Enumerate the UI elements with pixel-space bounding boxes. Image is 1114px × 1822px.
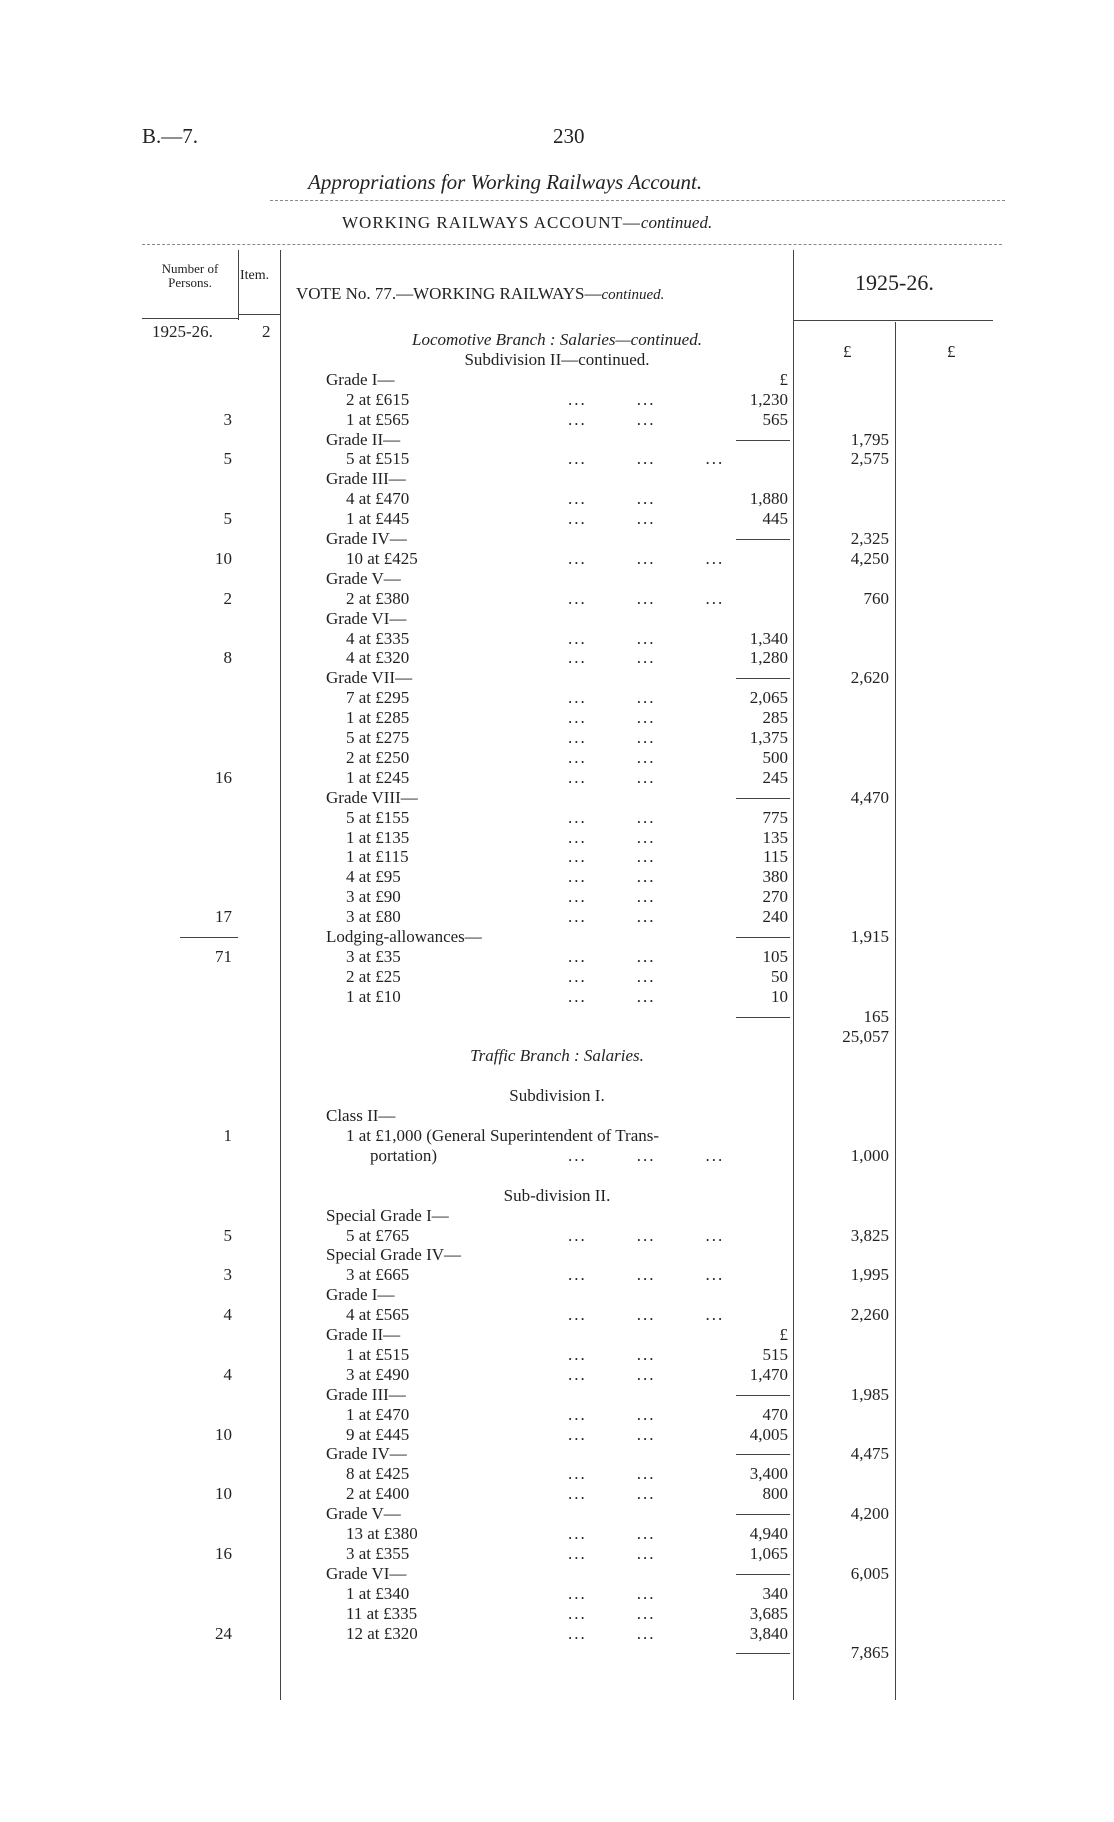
leader-dots: ... ...: [568, 1344, 656, 1364]
group-total: 6,005: [850, 1563, 889, 1583]
row-description: 4 at £565: [346, 1305, 410, 1325]
row-description: Grade VIII—: [326, 787, 418, 807]
table-row: [0, 648, 1114, 668]
row-description: 5 at £515: [346, 449, 410, 469]
line-amount: 245: [762, 767, 788, 787]
table-row: [0, 847, 1114, 867]
table-row: [0, 1146, 1114, 1166]
leader-dots: ... ...: [568, 648, 656, 668]
line-amount: 285: [762, 708, 788, 728]
leader-dots: ... ...: [568, 1404, 656, 1424]
table-row: [0, 1405, 1114, 1425]
leader-dots: ... ...: [568, 728, 656, 747]
row-description: Grade I—: [326, 1285, 395, 1305]
table-row: [0, 1643, 1114, 1663]
leader-dots: ... ...: [568, 887, 656, 907]
table-row: [0, 1544, 1114, 1564]
line-amount: 50: [771, 966, 788, 986]
line-amount: 445: [762, 509, 788, 529]
persons-count: 4: [223, 1364, 232, 1384]
row-description: Grade VI—: [326, 1563, 407, 1583]
column-divider: [238, 250, 239, 320]
table-row: [0, 449, 1114, 469]
persons-total-rule: [180, 937, 238, 938]
persons-count: 3: [223, 1265, 232, 1285]
table-row: [0, 1564, 1114, 1584]
table-row: [0, 1504, 1114, 1524]
table-row: [0, 967, 1114, 987]
subtotal-rule: [736, 1017, 790, 1018]
row-description: Subdivision II—continued.: [464, 349, 650, 369]
group-total: 1,915: [850, 927, 889, 946]
column-header-year: 1925-26.: [855, 270, 934, 295]
row-description: 3 at £665: [346, 1265, 410, 1285]
table-row: [0, 728, 1114, 748]
row-description: 1 at £470: [346, 1404, 410, 1424]
table-row: [0, 1285, 1114, 1305]
table-row: [0, 768, 1114, 788]
table-row: [0, 867, 1114, 887]
persons-count: 8: [223, 648, 232, 668]
persons-count: 71: [215, 946, 232, 966]
line-amount: 1,065: [749, 1543, 788, 1563]
leader-dots: ... ...: [568, 827, 656, 847]
line-amount: £: [779, 369, 788, 389]
line-amount: 565: [762, 409, 788, 429]
table-row: [0, 1325, 1114, 1345]
leader-dots: ... ...: [568, 1364, 656, 1384]
table-row: [0, 887, 1114, 907]
table-row: [0, 489, 1114, 509]
subtotal-rule: [736, 1514, 790, 1515]
line-amount: 340: [762, 1583, 788, 1603]
line-amount: 3,400: [749, 1464, 788, 1484]
leader-dots: ... ... ...: [568, 1225, 725, 1245]
leader-dots: ... ...: [568, 409, 656, 429]
row-description: Lodging-allowances—: [326, 927, 482, 946]
line-amount: 1,880: [749, 489, 788, 509]
subtotal-rule: [736, 937, 790, 938]
line-amount: 1,280: [749, 648, 788, 668]
leader-dots: ... ...: [568, 708, 656, 728]
leader-dots: ... ...: [568, 946, 656, 966]
group-total: 3,825: [850, 1225, 889, 1245]
table-row: [0, 1126, 1114, 1146]
subtotal-rule: [736, 539, 790, 540]
group-total: 165: [863, 1006, 889, 1026]
leader-dots: ... ... ...: [568, 1265, 725, 1285]
row-description: 3 at £80: [346, 907, 401, 927]
leader-dots: ... ...: [568, 807, 656, 827]
group-total: 1,000: [850, 1145, 889, 1165]
table-row: [0, 549, 1114, 569]
line-amount: 4,940: [749, 1524, 788, 1543]
page-number: 230: [553, 124, 585, 148]
line-amount: 2,065: [749, 688, 788, 708]
table-row: [0, 1305, 1114, 1325]
column-header-persons: Number of Persons.: [161, 261, 219, 290]
leader-dots: ... ...: [568, 688, 656, 708]
row-description: Grade II—: [326, 429, 401, 449]
row-description: 4 at £320: [346, 648, 410, 668]
persons-count: 1: [223, 1126, 232, 1145]
table-row: [0, 688, 1114, 708]
subtotal-rule: [736, 798, 790, 799]
table-row: [0, 1186, 1114, 1206]
table-row: [0, 987, 1114, 1007]
row-description: Class II—: [326, 1106, 396, 1126]
row-description: Grade II—: [326, 1325, 401, 1344]
line-amount: £: [779, 1325, 788, 1344]
table-row: [0, 668, 1114, 688]
group-total: 4,250: [850, 548, 889, 568]
table-row: [0, 1425, 1114, 1445]
persons-count: 5: [223, 1225, 232, 1245]
persons-count: 5: [223, 449, 232, 469]
table-row: [0, 410, 1114, 430]
row-description: 2 at £615: [346, 389, 410, 409]
table-row: [0, 1444, 1114, 1464]
persons-count: 16: [215, 767, 232, 787]
row-description: 10 at £425: [346, 548, 418, 568]
header-underline: [238, 314, 280, 315]
line-amount: 240: [762, 907, 788, 927]
table-row: [0, 1226, 1114, 1246]
line-amount: 135: [762, 827, 788, 847]
row-description: Grade III—: [326, 1384, 406, 1404]
persons-count: 16: [215, 1543, 232, 1563]
row-description: Grade V—: [326, 1504, 401, 1524]
leader-dots: ... ...: [568, 1583, 656, 1603]
persons-count: 10: [215, 1484, 232, 1504]
table-row: [0, 1046, 1114, 1066]
leader-dots: ... ...: [568, 966, 656, 986]
leader-dots: ... ... ...: [568, 449, 725, 469]
table-row: [0, 1345, 1114, 1365]
table-row: [0, 430, 1114, 450]
persons-count: 5: [223, 509, 232, 529]
group-total: 4,475: [850, 1444, 889, 1464]
table-row: [0, 1624, 1114, 1644]
row-description: Grade I—: [326, 369, 395, 389]
subtotal-rule: [736, 440, 790, 441]
group-total: 2,325: [850, 529, 889, 548]
persons-count: 2: [223, 588, 232, 608]
table-row: [0, 947, 1114, 967]
table-row: [0, 788, 1114, 808]
row-description: 13 at £380: [346, 1524, 418, 1543]
row-description: portation): [370, 1145, 438, 1165]
table-row: [0, 808, 1114, 828]
table-row: [0, 1464, 1114, 1484]
pound-sign-subtotal: £: [843, 342, 852, 361]
table-row: [0, 589, 1114, 609]
leader-dots: ... ...: [568, 1543, 656, 1563]
table-row: [0, 1206, 1114, 1226]
leader-dots: ... ...: [568, 1623, 656, 1643]
row-description: 3 at £35: [346, 946, 401, 966]
row-description: 5 at £155: [346, 807, 410, 827]
leader-dots: ... ...: [568, 986, 656, 1006]
row-description: Locomotive Branch : Salaries—continued.: [412, 330, 702, 349]
row-description: 1 at £115: [346, 847, 409, 867]
document-reference: B.—7.: [142, 124, 199, 148]
leader-dots: ... ...: [568, 1464, 656, 1484]
row-description: 9 at £445: [346, 1424, 410, 1444]
row-description: Special Grade I—: [326, 1205, 449, 1225]
table-row: [0, 1007, 1114, 1027]
leader-dots: ... ...: [568, 867, 656, 887]
row-description: 3 at £490: [346, 1364, 410, 1384]
row-description: 1 at £1,000 (General Superintendent of Trans-: [346, 1126, 660, 1145]
leader-dots: ... ... ...: [568, 588, 725, 608]
table-row: [0, 350, 1114, 370]
leader-dots: ... ...: [568, 1524, 656, 1543]
row-description: 2 at £25: [346, 966, 401, 986]
leader-dots: ... ... ...: [568, 1145, 725, 1165]
table-row: [0, 629, 1114, 649]
table-row: [0, 529, 1114, 549]
row-description: Grade IV—: [326, 1444, 407, 1464]
leader-dots: ... ...: [568, 489, 656, 509]
table-row: [0, 370, 1114, 390]
line-amount: 4,005: [749, 1424, 788, 1444]
line-amount: 115: [763, 847, 788, 867]
table-row: [0, 1524, 1114, 1544]
header-underline: [142, 318, 238, 319]
subtotal-rule: [736, 1653, 790, 1654]
line-amount: 775: [762, 807, 788, 827]
table-row: [0, 1365, 1114, 1385]
line-amount: 3,685: [749, 1603, 788, 1623]
leader-dots: ... ...: [568, 1484, 656, 1504]
subtotal-rule: [736, 1574, 790, 1575]
page-title: Appropriations for Working Railways Account.: [308, 170, 703, 194]
group-total: 2,575: [850, 449, 889, 469]
line-amount: 470: [762, 1404, 788, 1424]
row-description: Grade IV—: [326, 529, 407, 548]
row-description: Grade V—: [326, 568, 401, 588]
persons-count: 24: [215, 1623, 232, 1643]
row-description: 2 at £400: [346, 1484, 410, 1504]
header-rule: [142, 244, 1002, 245]
line-amount: 10: [771, 986, 788, 1006]
row-description: 1 at £340: [346, 1583, 410, 1603]
row-description: Subdivision I.: [509, 1086, 605, 1106]
column-header-item: Item.: [240, 268, 270, 283]
table-row: [0, 509, 1114, 529]
table-row: [0, 1604, 1114, 1624]
row-description: Sub-division II.: [503, 1185, 611, 1205]
subtotal-rule: [736, 1454, 790, 1455]
table-row: [0, 1584, 1114, 1604]
leader-dots: ... ...: [568, 1603, 656, 1623]
title-rule: [270, 200, 1005, 201]
table-row: [0, 1385, 1114, 1405]
table-row: [0, 1106, 1114, 1126]
row-description: 7 at £295: [346, 688, 410, 708]
row-description: 1 at £245: [346, 767, 410, 787]
table-row: [0, 748, 1114, 768]
leader-dots: ... ...: [568, 747, 656, 767]
table-row: [0, 1265, 1114, 1285]
row-description: 1 at £135: [346, 827, 410, 847]
row-description: Special Grade IV—: [326, 1245, 462, 1265]
persons-year-label: 1925-26.: [152, 322, 213, 341]
leader-dots: ... ... ...: [568, 1305, 725, 1325]
leader-dots: ... ...: [568, 907, 656, 927]
line-amount: 1,230: [749, 389, 788, 409]
line-amount: 105: [762, 946, 788, 966]
subtotal-rule: [736, 678, 790, 679]
leader-dots: ... ...: [568, 389, 656, 409]
group-total: 25,057: [842, 1026, 889, 1046]
row-description: 1 at £285: [346, 708, 410, 728]
row-description: 4 at £95: [346, 867, 401, 887]
table-row: [0, 708, 1114, 728]
header-underline: [793, 320, 993, 321]
persons-count: 10: [215, 548, 232, 568]
table-row: [0, 469, 1114, 489]
row-description: 2 at £250: [346, 747, 410, 767]
line-amount: 3,840: [749, 1623, 788, 1643]
row-description: 4 at £470: [346, 489, 410, 509]
row-description: 5 at £765: [346, 1225, 410, 1245]
line-amount: 380: [762, 867, 788, 887]
group-total: 1,995: [850, 1265, 889, 1285]
persons-count: 4: [223, 1305, 232, 1325]
line-amount: 1,470: [749, 1364, 788, 1384]
line-amount: 1,375: [749, 728, 788, 747]
row-description: 1 at £565: [346, 409, 410, 429]
leader-dots: ... ...: [568, 847, 656, 867]
table-row: [0, 609, 1114, 629]
group-total: 7,865: [850, 1643, 889, 1663]
row-description: 2 at £380: [346, 588, 410, 608]
line-amount: 270: [762, 887, 788, 907]
row-description: 3 at £90: [346, 887, 401, 907]
row-description: 12 at £320: [346, 1623, 418, 1643]
table-row: [0, 907, 1114, 927]
table-row: [0, 1027, 1114, 1047]
group-total: 2,620: [850, 668, 889, 688]
row-description: Traffic Branch : Salaries.: [470, 1046, 644, 1066]
vote-heading: VOTE No. 77.—WORKING RAILWAYS—continued.: [296, 284, 665, 303]
table-row: [0, 330, 1114, 350]
table-row: [0, 1484, 1114, 1504]
table-row: [0, 927, 1114, 947]
row-description: 11 at £335: [346, 1603, 418, 1623]
line-amount: 800: [762, 1484, 788, 1504]
row-description: Grade VII—: [326, 668, 413, 688]
persons-count: 17: [215, 907, 232, 927]
persons-count: 3: [223, 409, 232, 429]
table-row: [0, 390, 1114, 410]
table-row: [0, 1086, 1114, 1106]
table-row: [0, 569, 1114, 589]
table-row: [0, 1166, 1114, 1186]
item-number: 2: [262, 322, 271, 341]
row-description: Grade VI—: [326, 608, 407, 628]
row-description: 3 at £355: [346, 1543, 410, 1563]
group-total: 4,200: [850, 1504, 889, 1524]
leader-dots: ... ...: [568, 767, 656, 787]
line-amount: 500: [762, 747, 788, 767]
row-description: 4 at £335: [346, 628, 410, 648]
row-description: 1 at £445: [346, 509, 410, 529]
row-description: 5 at £275: [346, 728, 410, 747]
table-row: [0, 1245, 1114, 1265]
row-description: Grade III—: [326, 469, 406, 489]
group-total: 1,985: [850, 1384, 889, 1404]
line-amount: 1,340: [749, 628, 788, 648]
row-description: 8 at £425: [346, 1464, 410, 1484]
pound-sign-total: £: [947, 342, 956, 361]
leader-dots: ... ...: [568, 509, 656, 529]
group-total: 4,470: [850, 787, 889, 807]
leader-dots: ... ... ...: [568, 548, 725, 568]
line-amount: 515: [762, 1344, 788, 1364]
row-description: 1 at £10: [346, 986, 401, 1006]
row-description: 1 at £515: [346, 1344, 410, 1364]
group-total: 2,260: [850, 1305, 889, 1325]
group-total: 760: [863, 588, 889, 608]
leader-dots: ... ...: [568, 1424, 656, 1444]
group-total: 1,795: [850, 429, 889, 449]
persons-count: 10: [215, 1424, 232, 1444]
table-row: [0, 828, 1114, 848]
subtotal-rule: [736, 1395, 790, 1396]
section-title: WORKING RAILWAYS ACCOUNT—continued.: [342, 213, 713, 232]
leader-dots: ... ...: [568, 628, 656, 648]
table-row: [0, 1066, 1114, 1086]
